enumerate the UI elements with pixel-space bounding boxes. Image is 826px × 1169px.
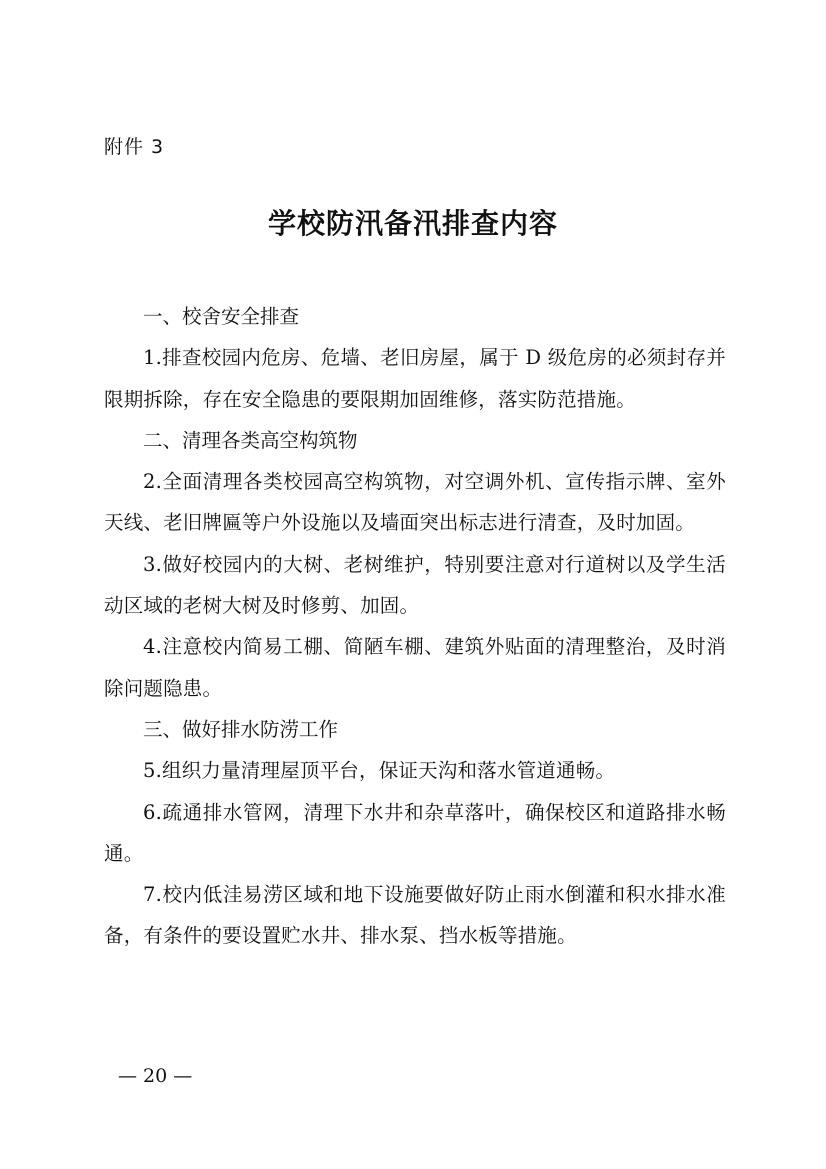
section-3 — [104, 709, 726, 957]
section-heading: 三、做好排水防涝工作 — [143, 717, 339, 741]
document-title: 学校防汛备汛排查内容 — [267, 207, 558, 240]
attachment-label: 附件 3 — [104, 136, 165, 158]
page-number: — 20 — — [118, 1065, 193, 1087]
document-body — [104, 296, 726, 957]
section-heading: 二、清理各类高空构筑物 — [143, 428, 358, 452]
paragraph: 1.排查校园内危房、危墙、老旧房屋，属于 D 级危房的必须封存并限期拆除，存在安全隐患的要限期加固维修，落实防范措施。 — [104, 346, 726, 411]
paragraph: 2.全面清理各类校园高空构筑物，对空调外机、宣传指示牌、室外天线、老旧牌匾等户外设施以及墙面突出标志进行清查，及时加固。 — [104, 470, 726, 535]
section-2 — [104, 420, 726, 709]
section-1 — [104, 296, 726, 420]
paragraph: 7.校内低洼易涝区域和地下设施要做好防止雨水倒灌和积水排水准备，有条件的要设置贮水井、排水泵、挡水板等措施。 — [104, 883, 726, 948]
paragraph: 5.组织力量清理屋顶平台，保证天沟和落水管道通畅。 — [143, 759, 616, 783]
paragraph: 6.疏通排水管网，清理下水井和杂草落叶，确保校区和道路排水畅通。 — [104, 800, 726, 865]
section-heading: 一、校舍安全排查 — [143, 305, 300, 328]
paragraph: 3.做好校园内的大树、老树维护，特别要注意对行道树以及学生活动区域的老树大树及时修剪、加固。 — [104, 552, 726, 618]
paragraph: 4.注意校内简易工棚、简陋车棚、建筑外贴面的清理整治，及时消除问题隐患。 — [104, 635, 726, 700]
